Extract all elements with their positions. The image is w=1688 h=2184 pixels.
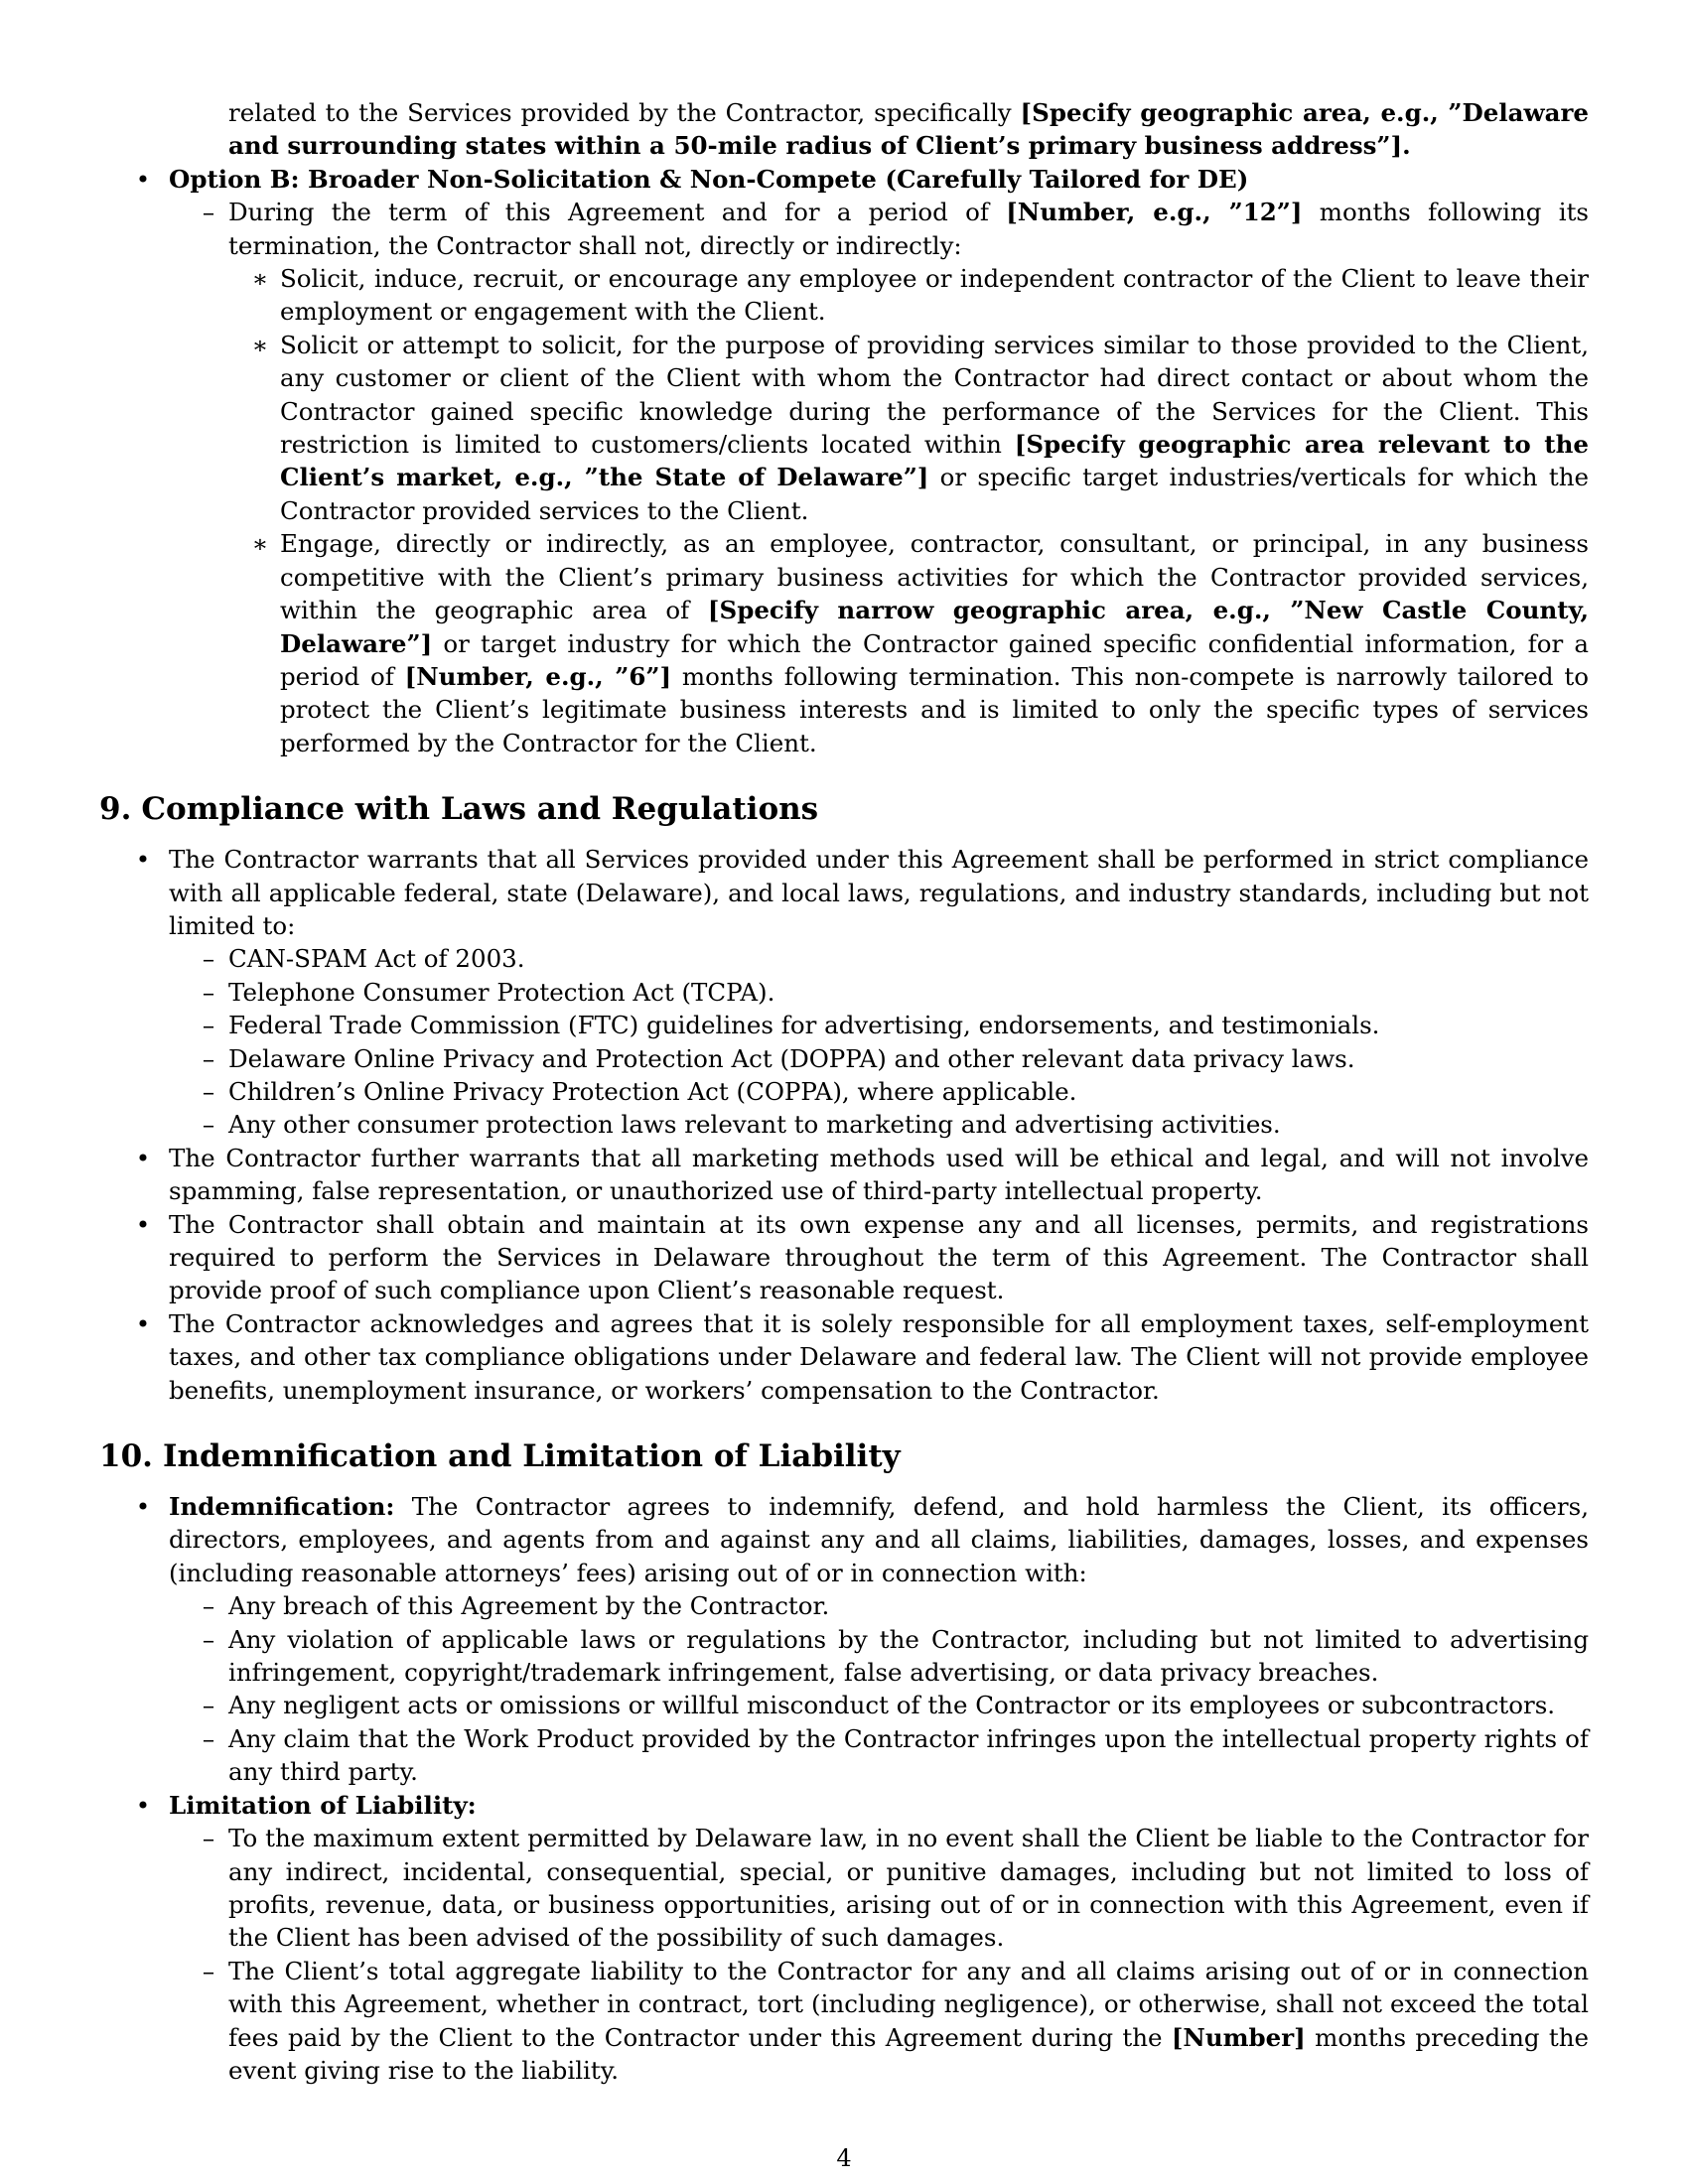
law-item: – Delaware Online Privacy and Protection Act (DOPPA) and other relevant data privacy laws.	[99, 1042, 1589, 1075]
option-b-star-item: ∗ Engage, directly or indirectly, as an employee, contractor, consultant, or principal, in any business competitive with the Client’s primary business activities for which the Contractor provided services, within the geographic area of [Specify narrow geographic area, e.g., ”New Castle County, Delaware”] or target industry for which the Contractor gained specific confidential information, for a period of [Number, e.g., ”6”] months following termination. This non-compete is narrowly tailored to protect the Client’s legitimate business interests and is limited to only the specific types of services performed by the Contractor for the Client.	[251, 529, 1589, 757]
indemnification-item: – Any negligent acts or omissions or willful misconduct of the Contractor or its employees or subcontractors.	[99, 1689, 1589, 1721]
bullet-marker: •	[135, 1143, 151, 1172]
law-item: – Federal Trade Commission (FTC) guidelines for advertising, endorsements, and testimonials.	[99, 1009, 1589, 1041]
section-9-bullet: • The Contractor acknowledges and agrees that it is solely responsible for all employment taxes, self-employment taxes, and other tax compliance obligations under Delaware and federal law. The Client will not provide employee benefits, unemployment insurance, or workers’ compensation to the Contractor.	[135, 1308, 1589, 1405]
dash-marker: –	[202, 1723, 215, 1753]
bullet-marker: •	[135, 845, 151, 875]
bullet-marker: •	[135, 1790, 151, 1820]
dash-marker: –	[202, 1043, 215, 1073]
dash-marker: –	[202, 1076, 215, 1106]
star-marker: ∗	[251, 264, 269, 294]
indemnification-item: – Any claim that the Work Product provided by the Contractor infringes upon the intellectual property rights of any third party.	[99, 1722, 1589, 1789]
bullet-marker: •	[135, 1492, 151, 1522]
dash-marker: –	[202, 198, 215, 227]
indemnification-bullet: • Indemnification: The Contractor agrees to indemnify, defend, and hold harmless the Client, its officers, directors, employees, and agents from and against any and all claims, liabilities, damages, losses, and expenses (including reasonable attorneys’ fees) arising out of or in connection with:	[135, 1492, 1589, 1587]
bullet-marker: •	[135, 164, 151, 194]
limitation-item: – To the maximum extent permitted by Delaware law, in no event shall the Client be liable to the Contractor for any indirect, incidental, consequential, special, or punitive damages, including but not limited to loss of profits, revenue, data, or business opportunities, arising out of or in connection with this Agreement, even if the Client has been advised of the possibility of such damages.	[99, 1822, 1589, 1955]
indemnification-label: Indemnification:	[169, 1492, 395, 1522]
option-b-star-item: ∗ Solicit or attempt to solicit, for the purpose of providing services similar to those provided to the Client, any customer or client of the Client with whom the Contractor had direct contact or about whom the Contractor gained specific knowledge during the performance of the Services for the Client. This restriction is limited to customers/clients located within [Specify geographic area relevant to the Client’s market, e.g., ”the State of Delaware”] or specific target industries/verticals for which the Contractor provided services to the Client.	[251, 330, 1590, 525]
star-marker: ∗	[251, 330, 269, 359]
dash-marker: –	[202, 944, 215, 974]
limitation-item: – The Client’s total aggregate liability to the Contractor for any and all claims arising out of or in connection with this Agreement, whether in contract, tort (including negligence), or otherwise, shall not exceed the total fees paid by the Client to the Contractor under this Agreement during the [Number] months preceding the event giving rise to the liability.	[99, 1955, 1589, 2088]
section-9-bullet: • The Contractor further warrants that all marketing methods used will be ethical and legal, and will not involve spamming, false representation, or unauthorized use of third-party intellectual property.	[135, 1143, 1589, 1206]
section-9-bullet: • The Contractor shall obtain and maintain at its own expense any and all licenses, permits, and registrations required to perform the Services in Delaware throughout the term of this Agreement. The Contractor shall provide proof of such compliance upon Client’s reasonable request.	[135, 1209, 1589, 1305]
limitation-bullet	[99, 1789, 1589, 1822]
dash-marker: –	[202, 1691, 215, 1720]
document-body	[99, 96, 1589, 2087]
indemnification-item: – Any breach of this Agreement by the Contractor.	[99, 1589, 1589, 1622]
dash-marker: –	[202, 977, 215, 1007]
section-9-heading: 9. Compliance with Laws and Regulations	[99, 791, 819, 828]
dash-marker: –	[202, 1956, 215, 1985]
option-b-title: Option B: Broader Non-Solicitation & Non-Compete (Carefully Tailored for DE)	[169, 164, 1249, 194]
dash-marker: –	[202, 1011, 215, 1040]
law-item: – Any other consumer protection laws relevant to marketing and advertising activities.	[99, 1108, 1589, 1141]
bullet-marker: •	[135, 1308, 151, 1338]
page-number: 4	[836, 2144, 852, 2172]
option-b-item	[99, 163, 1589, 196]
continued-paragraph: related to the Services provided by the Contractor, specifically [Specify geographic area, e.g., ”Delaware and surrounding states within a 50-mile radius of Client’s primary business address”].	[228, 98, 1589, 161]
option-b-dash-item: – During the term of this Agreement and for a period of [Number, e.g., ”12”] months following its termination, the Contractor shall not, directly or indirectly:	[99, 196, 1589, 262]
section-9-bullet: • The Contractor warrants that all Services provided under this Agreement shall be performed in strict compliance with all applicable federal, state (Delaware), and local laws, regulations, and industry standards, including but not limited to:	[135, 845, 1589, 940]
limitation-label: Limitation of Liability:	[169, 1790, 477, 1820]
dash-marker: –	[202, 1624, 215, 1654]
star-marker: ∗	[251, 529, 269, 559]
law-item: – Children’s Online Privacy Protection Act (COPPA), where applicable.	[99, 1075, 1589, 1108]
section-10-heading: 10. Indemnification and Limitation of Liability	[99, 1438, 901, 1475]
dash-marker: –	[202, 1591, 215, 1621]
law-item: – CAN-SPAM Act of 2003.	[99, 942, 1589, 975]
option-b-star-item: ∗ Solicit, induce, recruit, or encourage any employee or independent contractor of the Client to leave their employment or engagement with the Client.	[251, 264, 1589, 327]
law-item: – Telephone Consumer Protection Act (TCPA).	[99, 976, 1589, 1009]
bullet-marker: •	[135, 1209, 151, 1239]
indemnification-item: – Any violation of applicable laws or regulations by the Contractor, including but not limited to advertising infringement, copyright/trademark infringement, false advertising, or data privacy breaches.	[99, 1623, 1589, 1690]
dash-marker: –	[202, 1824, 215, 1853]
dash-marker: –	[202, 1110, 215, 1140]
